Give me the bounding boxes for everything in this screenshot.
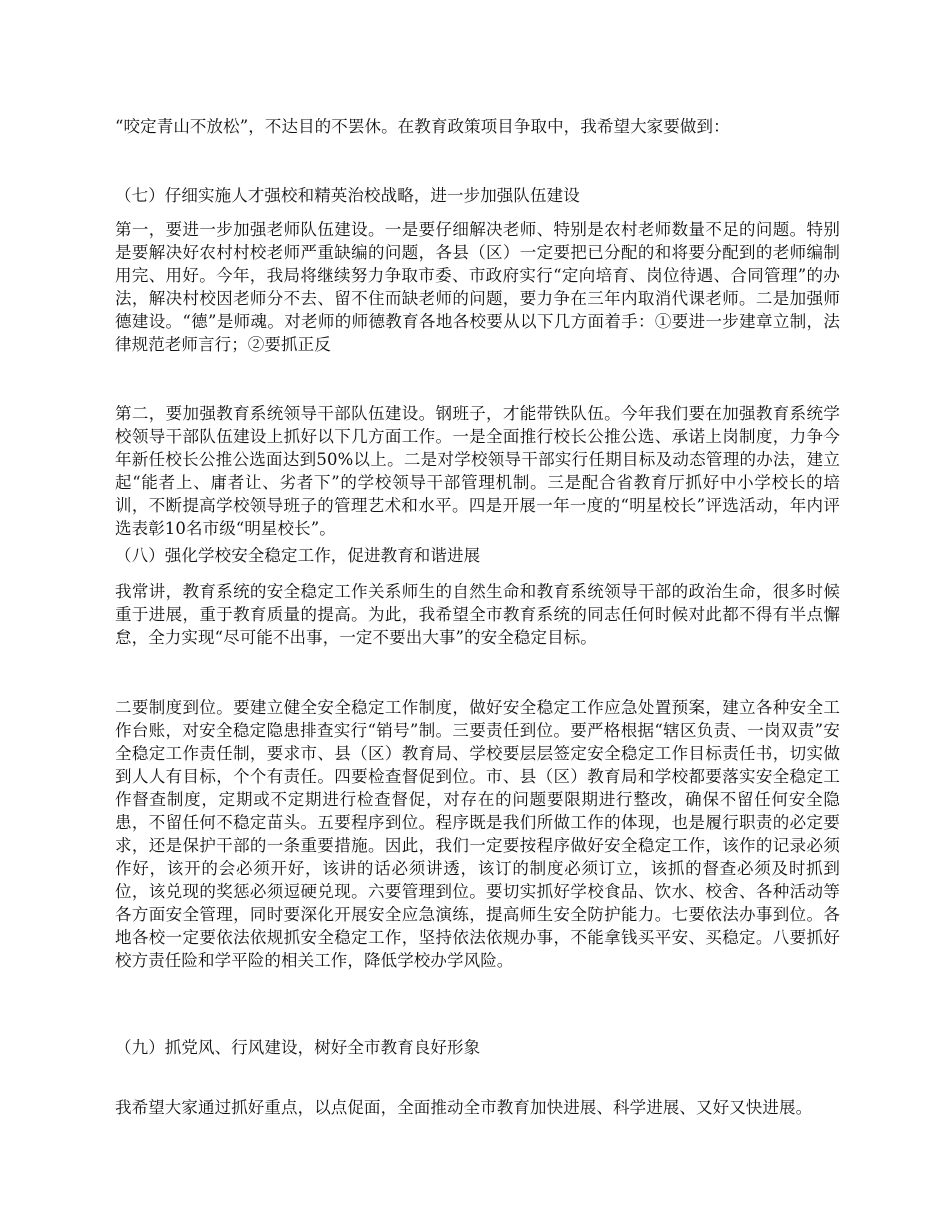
paragraph-safety-stability: 我常讲，教育系统的安全稳定工作关系师生的自然生命和教育系统领导干部的政治生命，很多时候重于进展，重于教育质量的提高。为此，我希望全市教育系统的同志任何时候对此都不得有半点懈怠，全力实现“尽可能不出事，一定不要出大事”的安全稳定目标。: [115, 582, 840, 647]
paragraph-system-in-place: 二要制度到位。要建立健全安全稳定工作制度，做好安全稳定工作应急处置预案，建立各种安全工作台账，对安全稳定隐患排查实行“销号”制。三要责任到位。要严格根据“辖区负责、一岗双责”安全稳定工作责任制，要求市、县（区）教育局、学校要层层签定安全稳定工作目标责任书，切实做到人人有目标，个个有责任。四要检查督促到位。市、县（区）教育局和学校都要落实安全稳定工作督查制度，定期或不定期进行检查督促，对存在的问题要限期进行整改，确保不留任何安全隐患，不留任何不稳定苗头。五要程序到位。程序既是我们所做工作的体现，也是履行职责的必定要求，还是保护干部的一条重要措施。因此，我们一定要按程序做好安全稳定工作，该作的记录必须作好，该开的会必须开好，该讲的话必须讲透，该订的制度必须订立，该抓的督查必须及时抓到位，该兑现的奖惩必须逗硬兑现。六要管理到位。要切实抓好学校食品、饮水、校舍、各种活动等各方面安全管理，同时要深化开展安全应急演练，提高师生安全防护能力。七要依法办事到位。各地各校一定要依法依规抓安全稳定工作，坚持依法依规办事，不能拿钱买平安、买稳定。八要抓好校方责任险和学平险的相关工作，降低学校办学风险。: [115, 698, 840, 970]
paragraph-leadership-team: 第二，要加强教育系统领导干部队伍建设。钢班子，才能带铁队伍。今年我们要在加强教育系统学校领导干部队伍建设上抓好以下几方面工作。一是全面推行校长公推公选、承诺上岗制度，力争今年新任校长公推公选面达到50%以上。二是对学校领导干部实行任期目标及动态管理的办法，建立起“能者上、庸者让、劣者下”的学校领导干部管理机制。三是配合省教育厅抓好中小学校长的培训，不断提高学校领导班子的管理艺术和水平。四是开展一年一度的“明星校长”评选活动，年内评选表彰10名市级“明星校长”。: [115, 404, 840, 538]
paragraph-teacher-team: 第一，要进一步加强老师队伍建设。一是要仔细解决老师、特别是农村老师数量不足的问题。特别是要解决好农村村校老师严重缺编的问题，各县（区）一定要把已分配的和将要分配到的老师编制用完、用好。今年，我局将继续努力争取市委、市政府实行“定向培育、岗位待遇、合同管理”的办法，解决村校因老师分不去、留不住而缺老师的问题，要力争在三年内取消代课老师。二是加强师德建设。“德”是师魂。对老师的师德教育各地各校要从以下几方面着手：①要进一步建章立制，法律规范老师言行；②要抓正反: [115, 220, 840, 354]
section-heading-7: （七）仔细实施人才强校和精英治校战略，进一步加强队伍建设: [115, 186, 580, 205]
paragraph-intro: “咬定青山不放松”，不达目的不罢休。在教育政策项目争取中，我希望大家要做到：: [115, 117, 730, 136]
paragraph-conclusion: 我希望大家通过抓好重点，以点促面，全面推动全市教育加快进展、科学进展、又好又快进展。: [115, 1098, 813, 1117]
section-heading-9: （九）抓党风、行风建设，树好全市教育良好形象: [115, 1038, 481, 1057]
section-heading-8: （八）强化学校安全稳定工作，促进教育和谐进展: [115, 546, 481, 565]
